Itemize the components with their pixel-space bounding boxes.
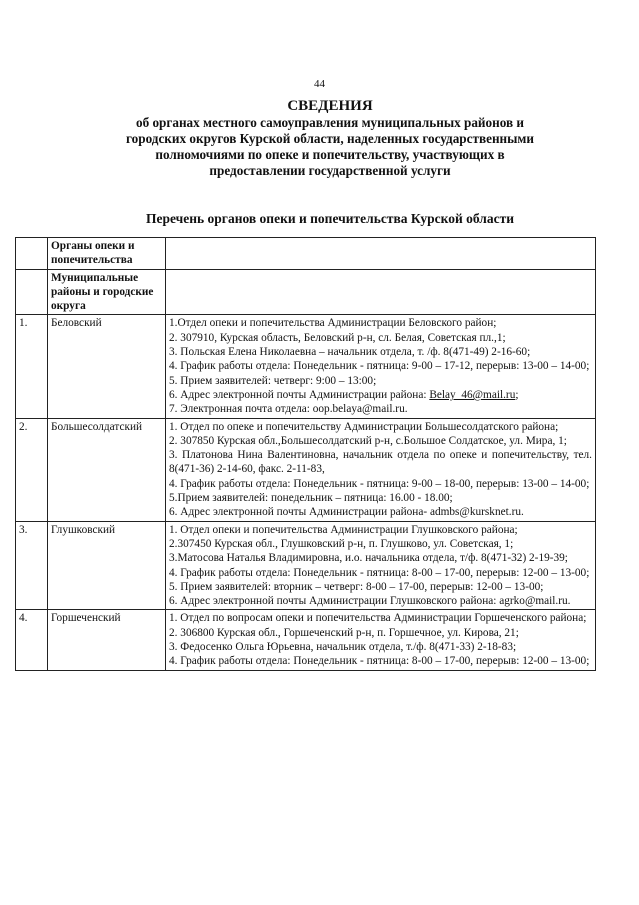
list-subtitle: Перечень органов опеки и попечительства Курской области (146, 211, 514, 226)
detail-line: 6. Адрес электронной почты Администрации Глушковского района: agrko@mail.ru. (169, 595, 571, 608)
title-heading: СВЕДЕНИЯ (287, 98, 373, 114)
detail-line: 4. График работы отдела: Понедельник - пятница: 9-00 – 17-12, перерыв: 13-00 – 14-00; (169, 360, 590, 373)
title-line: городских округов Курской области, наделенных государственными (125, 131, 535, 146)
header-districts: Муниципальные районы и городские округа (48, 269, 166, 315)
district-name: Горшеченский (48, 610, 166, 670)
table-cell (16, 269, 48, 315)
detail-line: 2.307450 Курская обл., Глушковский р-н, п. Глушково, ул. Советская, 1; (169, 537, 514, 550)
table-cell (16, 238, 48, 270)
detail-line: 5.Прием заявителей: понедельник – пятница: 16.00 - 18.00; (169, 492, 453, 505)
detail-line: 2. 307910, Курская область, Беловский р-н, сл. Белая, Советская пл.,1; (169, 331, 506, 344)
table-cell (166, 238, 596, 270)
document-title (60, 98, 600, 179)
row-number: 3. (16, 521, 48, 610)
detail-line: 1. Отдел опеки и попечительства Администрации Глушковского района; (169, 523, 518, 536)
email-link[interactable]: Belay_46@mail.ru (429, 388, 516, 401)
table-header-row (16, 238, 596, 270)
detail-line: 7. Электронная почта отдела: oop.belaya@mail.ru. (169, 403, 408, 416)
detail-text: 6. Адрес электронной почты Администрации района: (169, 388, 430, 401)
header-organs: Органы опеки и попечительства (48, 238, 166, 270)
district-details (166, 418, 596, 521)
title-line: предоставлении государственной услуги (209, 163, 451, 178)
district-details (166, 315, 596, 418)
table-row (16, 521, 596, 610)
detail-line: 2. 306800 Курская обл., Горшеченский р-н, п. Горшечное, ул. Кирова, 21; (169, 626, 519, 639)
detail-text: ; (515, 388, 519, 401)
table-row (16, 315, 596, 418)
row-number: 2. (16, 418, 48, 521)
title-line: об органах местного самоуправления муниципальных районов и (135, 115, 525, 130)
detail-line: 4. График работы отдела: Понедельник - пятница: 9-00 – 18-00, перерыв: 13-00 – 14-00; (169, 477, 590, 490)
title-line: полномочиями по опеке и попечительству, участвующих в (155, 147, 505, 162)
district-details (166, 610, 596, 670)
district-name: Беловский (48, 315, 166, 418)
detail-line: 4. График работы отдела: Понедельник - пятница: 8-00 – 17-00, перерыв: 12-00 – 13-00; (169, 655, 590, 668)
detail-line (169, 388, 592, 402)
detail-line: 1.Отдел опеки и попечительства Администрации Беловского район; (169, 317, 497, 330)
table-header-row (16, 269, 596, 315)
row-number: 1. (16, 315, 48, 418)
detail-line: 3. Федосенко Ольга Юрьевна, начальник отдела, т./ф. 8(471-33) 2-18-83; (169, 641, 517, 654)
detail-line: 5. Прием заявителей: четверг: 9:00 – 13:00; (169, 374, 377, 387)
detail-line: 3. Платонова Нина Валентиновна, начальник отдела по опеке и попечительству, тел. 8(471-36) 2-14-60, факс. 2-11-83, (169, 449, 592, 476)
detail-line: 1. Отдел по вопросам опеки и попечительства Администрации Горшеченского района; (169, 612, 587, 625)
district-name: Глушковский (48, 521, 166, 610)
detail-line: 1. Отдел по опеке и попечительству Администрации Большесолдатского района; (169, 420, 559, 433)
row-number: 4. (16, 610, 48, 670)
detail-line: 6. Адрес электронной почты Администрации района- admbs@kursknet.ru. (169, 506, 524, 519)
detail-line: 5. Прием заявителей: вторник – четверг: 8-00 – 17-00, перерыв: 12-00 – 13-00; (169, 580, 544, 593)
district-details (166, 521, 596, 610)
page-number: 44 (314, 78, 325, 90)
detail-line: 4. График работы отдела: Понедельник - пятница: 8-00 – 17-00, перерыв: 12-00 – 13-00; (169, 566, 590, 579)
district-name: Большесолдатский (48, 418, 166, 521)
table-row (16, 418, 596, 521)
guardianship-table (15, 237, 596, 671)
detail-line: 3.Матосова Наталья Владимировна, и.о. начальника отдела, т/ф. 8(471-32) 2-19-39; (169, 552, 568, 565)
detail-line: 2. 307850 Курская обл.,Большесолдатский р-н, с.Большое Солдатское, ул. Мира, 1; (169, 434, 567, 447)
table-cell (166, 269, 596, 315)
detail-line: 3. Польская Елена Николаевна – начальник отдела, т. /ф. 8(471-49) 2-16-60; (169, 346, 531, 359)
table-row (16, 610, 596, 670)
